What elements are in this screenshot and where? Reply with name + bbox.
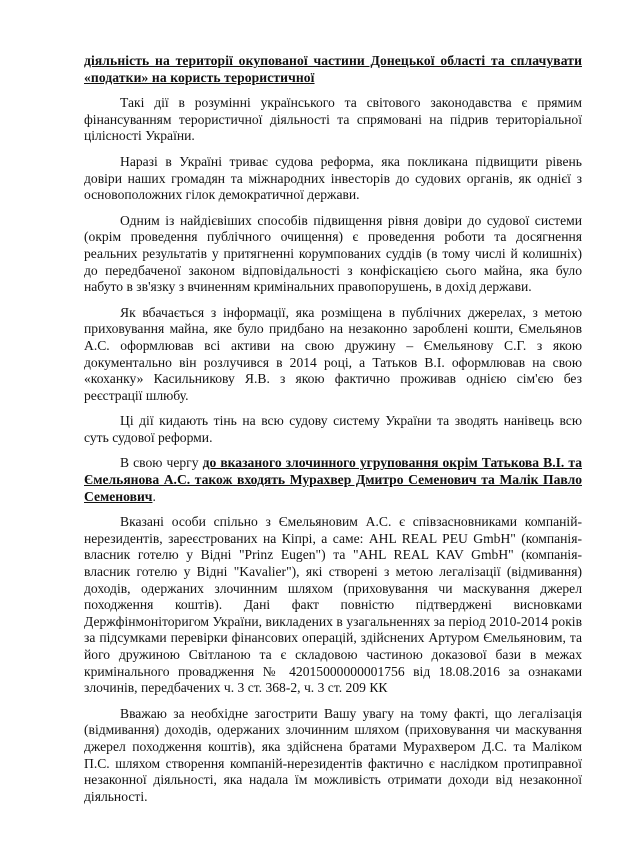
paragraph-companies: Вказані особи спільно з Ємельяновим А.С. є співзасновниками компаній-нерезидентів, зареєстрованих на Кіпрі, а саме: AHL REAL PEU GmbH" (компанія-власник готелю у Відні "Prinz Eugen") та "AHL REAL KAV GmbH" (компанія-власник готелю у Відні "Kavalier"), які створені з метою легалізації (відмивання) доходів, одержаних злочинним шляхом (приховування чи маскування джерел походження коштів). Дані факт повністю підтверджені висновками Держфінмоніторигом України, викладених в узагальненнях за період 2010-2014 років за підсумками перевірки фінансових операцій, здійснених Артуром Ємельяновим, та його дружиною Світланою та є складовою частиною доказової бази в межах кримінального провадження № 42015000000001756 від 18.08.2016 за ознаками злочинів, передбачених ч. 3 ст. 368-2, ч. 3 ст. 209 КК — [84, 514, 582, 696]
paragraph-final: Вважаю за необхідне загострити Вашу увагу на тому факті, що легалізація (відмивання) доходів, одержаних злочинним шляхом (приховування чи маскування джерел походження коштів), яка здійснена братами Мурахвером Д.С. та Маліком П.С. шляхом створення компаній-нерезидентів фактично є наслідком протиправної незаконної діяльності, яка надала їм можливість отримати доходи від незаконної діяльності. — [84, 705, 582, 804]
paragraph-shadow-on-system: Ці дії кидають тінь на всю судову систему України та зводять нанівець всю суть судової реформи. — [84, 413, 582, 445]
paragraph-asset-concealment: Як вбачається з інформації, яка розміщена в публічних джерелах, з метою приховування майна, яке було придбано на незаконно зароблені кошти, Ємельянов А.С. оформлював всі активи на свою дружину – Ємельянову С.Г. з якою документально він розлучився в 2014 році, а Татьков В.І. оформлював на свою «коханку» Касильникову Я.В. з якою фактично проживав однією сім'єю без реєстрації шлюбу. — [84, 304, 582, 403]
paragraph-trust-methods: Одним із найдієвіших способів підвищення рівня довіри до судової системи (окрім проведення публічного очищення) є проведення роботи та досягнення реальних результатів у притягненні корумпованих суддів (в тому числі й колишніх) до передбаченої законом відповідальності з конфіскацією сього майна, яка було набуто в зв'язку з вчиненням кримінальних правопорушень, в дохід держави. — [84, 212, 582, 295]
paragraph-terrorism-financing: Такі дії в розумінні українського та світового законодавства є прямим фінансуванням терористичної діяльності та спрямовані на підрив територіальної цілісності України. — [84, 95, 582, 144]
section-heading: діяльність на території окупованої частини Донецької області та сплачувати «податки» на користь терористичної — [84, 53, 582, 85]
group-members-prefix: В свою чергу — [120, 455, 203, 471]
paragraph-judicial-reform: Наразі в Україні триває судова реформа, яка покликана підвищити рівень довіри наших громадян та міжнародних інвесторів до судових органів, як однієї з основоположних гілок демократичної держави. — [84, 153, 582, 203]
paragraph-group-members — [84, 455, 582, 505]
group-members-suffix: . — [152, 488, 156, 504]
document-page — [84, 53, 582, 814]
group-members-highlight: до вказаного злочинного угруповання окрім Татькова В.І. та Ємельянова А.С. також входять Мурахвер Дмитро Семенович та Малік Павло Семенович — [84, 455, 582, 504]
